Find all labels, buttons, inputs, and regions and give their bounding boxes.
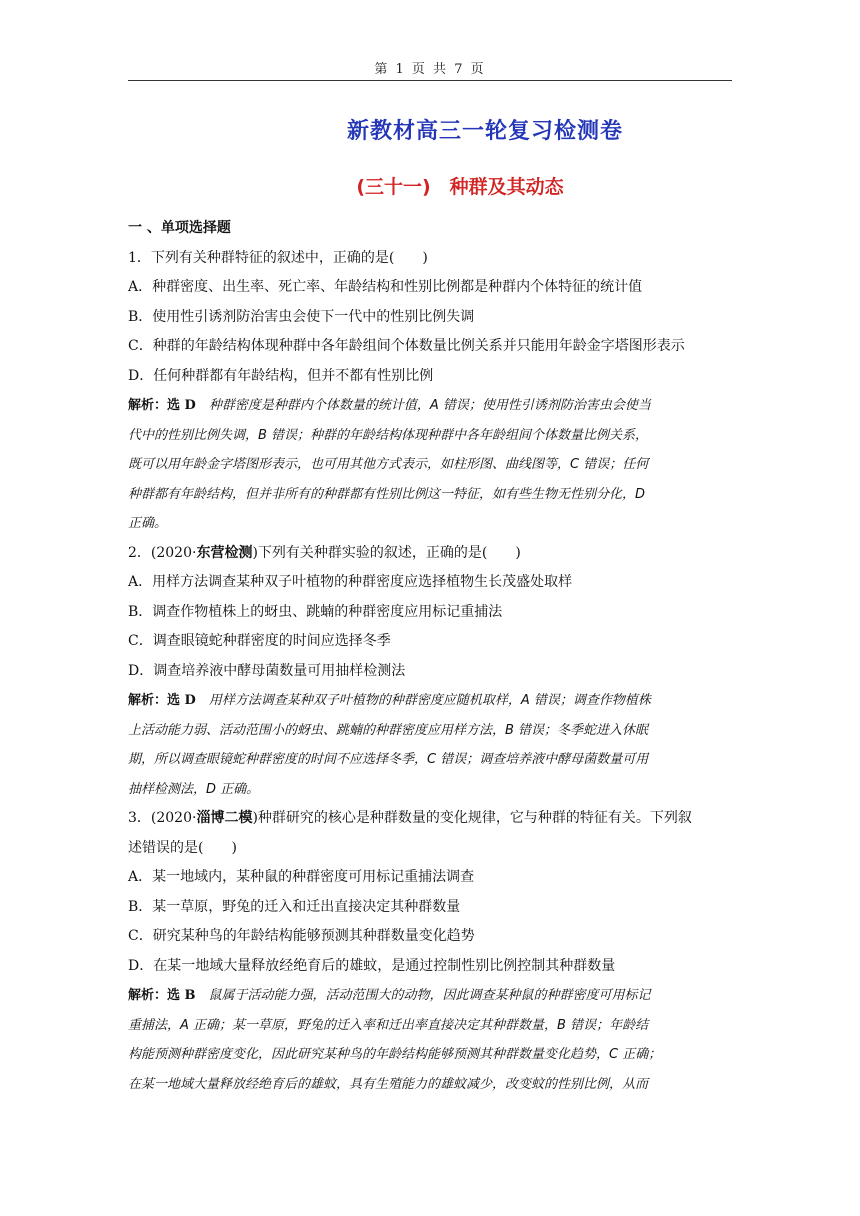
explanation-line [128, 391, 734, 421]
page-header: 第 1 页 共 7 页 [374, 62, 486, 77]
option-d: D．在某一地域大量释放经绝育后的雄蚊，是通过控制性别比例控制其种群数量 [128, 957, 616, 974]
option-b: B．某一草原，野兔的迁入和迁出直接决定其种群数量 [128, 898, 461, 915]
exam-title: 新教材高三一轮复习检测卷 [346, 119, 623, 144]
question-source: 东营检测 [196, 544, 253, 561]
option-b: B．使用性引诱剂防治害虫会使下一代中的性别比例失调 [128, 308, 475, 325]
stem-prefix: 3．(2020· [128, 810, 197, 826]
explanation-text: 鼠属于活动能力强，活动范围大的动物，因此调查某种鼠的种群密度可用标记 [208, 988, 651, 1003]
question-2 [128, 539, 734, 805]
explanation-line: 种群都有年龄结构，但并非所有的种群都有性别比例这一特征，如有些生物无性别分化，D [128, 486, 646, 502]
option-d: D．调查培养液中酵母菌数量可用抽样检测法 [128, 662, 406, 679]
stem-prefix: 2．(2020· [128, 544, 197, 561]
explanation-line: 重捕法，A 正确；某一草原，野兔的迁入率和迁出率直接决定其种群数量，B 错误；年龄结 [128, 1017, 649, 1033]
explanation-line: 抽样检测法，D 正确。 [128, 781, 260, 797]
question-source: 淄博二模 [196, 810, 253, 826]
explanation-line [128, 686, 734, 716]
explanation-line: 上活动能力弱、活动范围小的蚜虫、跳蝻的种群密度应用样方法，B 错误；冬季蛇进入休眠 [128, 722, 649, 738]
explanation-line: 构能预测种群密度变化，因此研究某种鸟的年龄结构能够预测其种群数量变化趋势，C 正确； [128, 1047, 662, 1062]
question-1 [128, 244, 734, 539]
option-d: D．任何种群都有年龄结构，但并不都有性别比例 [128, 367, 434, 384]
stem-text: )下列有关种群实验的叙述，正确的是( ) [252, 544, 521, 561]
question-stem [128, 539, 734, 569]
question-stem: 1．下列有关种群特征的叙述中，正确的是( ) [128, 249, 428, 266]
option-c: C．研究某种鸟的年龄结构能够预测其种群数量变化趋势 [128, 928, 475, 944]
option-c: C．种群的年龄结构体现种群中各年龄组间个体数量比例关系并只能用年龄金字塔图形表示 [128, 338, 685, 354]
header-rule [128, 80, 732, 81]
question-stem [128, 804, 734, 834]
answer-label: 解析：选 B [128, 988, 196, 1003]
option-a: A．某一地域内，某种鼠的种群密度可用标记重捕法调查 [128, 869, 475, 885]
section-heading: 一 、单项选择题 [128, 220, 231, 236]
explanation-text: 种群密度是种群内个体数量的统计值，A 错误；使用性引诱剂防治害虫会使当 [208, 398, 651, 413]
answer-label: 解析：选 D [128, 398, 196, 413]
explanation-line: 正确。 [128, 516, 168, 531]
question-3 [128, 804, 734, 1099]
option-a: A．种群密度、出生率、死亡率、年龄结构和性别比例都是种群内个体特征的统计值 [128, 279, 643, 295]
exam-subtitle: (三十一) 种群及其动态 [356, 176, 564, 198]
explanation-text: 用样方法调查某种双子叶植物的种群密度应随机取样，A 错误；调查作物植株 [208, 693, 651, 708]
stem-text: )种群研究的核心是种群数量的变化规律，它与种群的特征有关。下列叙 [252, 810, 692, 826]
explanation-line: 代中的性别比例失调，B 错误；种群的年龄结构体现种群中各年龄组间个体数量比例关系， [128, 427, 649, 443]
explanation-line: 期，所以调查眼镜蛇种群密度的时间不应选择冬季，C 错误；调查培养液中酵母菌数量可用 [128, 752, 649, 767]
option-a: A．用样方法调查某种双子叶植物的种群密度应选择植物生长茂盛处取样 [128, 574, 573, 590]
question-stem-continued: 述错误的是( ) [128, 839, 237, 856]
explanation-line [128, 981, 734, 1011]
option-b: B．调查作物植株上的蚜虫、跳蝻的种群密度应用标记重捕法 [128, 603, 503, 620]
answer-label: 解析：选 D [128, 693, 196, 708]
content [128, 214, 734, 1099]
explanation-line: 在某一地域大量释放经绝育后的雄蚊，具有生殖能力的雄蚊减少，改变蚊的性别比例，从而 [128, 1076, 649, 1092]
option-c: C．调查眼镜蛇种群密度的时间应选择冬季 [128, 633, 391, 649]
explanation-line: 既可以用年龄金字塔图形表示，也可用其他方式表示，如柱形图、曲线图等，C 错误；任何 [128, 457, 649, 472]
